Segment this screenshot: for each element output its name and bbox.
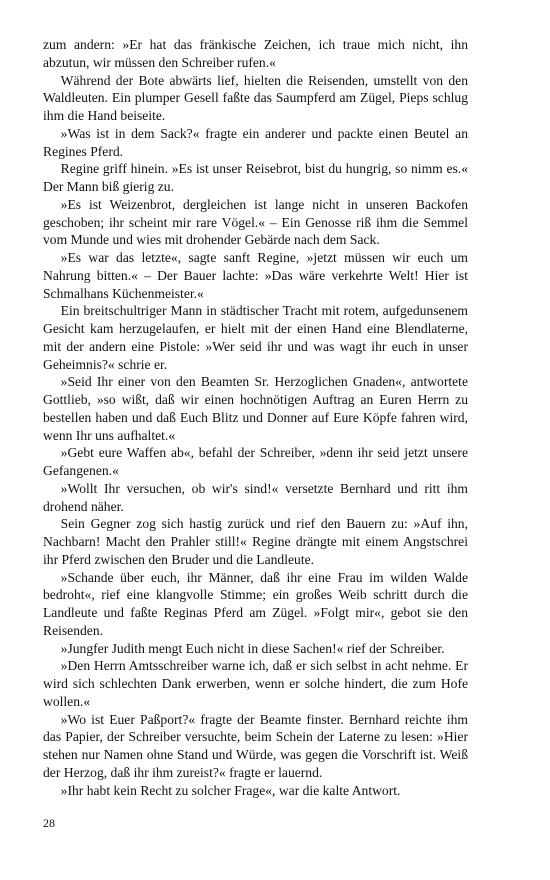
page-number: 28 bbox=[43, 816, 55, 830]
paragraph: »Schande über euch, ihr Männer, daß ihr eine Frau im wilden Walde bedroht«, rief eine klangvolle Stimme; ein großes Weib schritt durch die Landleute und faßte Reginas Pferd am Zügel. »Folgt mir«, gebot sie den Reisenden. bbox=[43, 569, 468, 638]
paragraph: »Gebt eure Waffen ab«, befahl der Schreiber, »denn ihr seid jetzt unsere Gefangenen.« bbox=[43, 445, 468, 478]
paragraph: Ein breitschultriger Mann in städtischer Tracht mit rotem, aufgedunsenem Gesicht kam herzugelaufen, er hielt mit der einen Hand eine Blendlaterne, mit der andern eine Pistole: »Wer seid ihr und was wagt ihr euch in unser Geheimnis?« schrie er. bbox=[43, 303, 468, 372]
page-body-text bbox=[43, 36, 468, 799]
paragraph: »Seid Ihr einer von den Beamten Sr. Herzoglichen Gnaden«, antwortete Gottlieb, »so wißt, daß wir einen hochnötigen Auftrag an Euren Herrn zu bestellen haben und daß Euch Blitz und Donner auf Eure Köpfe fahren wird, wenn Ihr uns aufhaltet.« bbox=[43, 374, 468, 443]
paragraph: »Ihr habt kein Recht zu solcher Frage«, war die kalte Antwort. bbox=[60, 782, 401, 798]
paragraph: »Den Herrn Amtsschreiber warne ich, daß er sich selbst in acht nehme. Er wird sich schlechten Dank erwerben, wenn er solche hindert, die zum Hofe wollen.« bbox=[43, 658, 468, 709]
paragraph: »Es war das letzte«, sagte sanft Regine, »jetzt müssen wir euch um Nahrung bitten.« – Der Bauer lachte: »Das wäre verkehrte Welt! Hier ist Schmalhans Küchenmeister.« bbox=[43, 250, 468, 301]
paragraph: »Es ist Weizenbrot, dergleichen ist lange nicht in unseren Backofen geschoben; ihr scheint mir rare Vögel.« – Ein Genosse riß ihm die Semmel vom Munde und wies mit drohender Gebärde nach dem Sack. bbox=[43, 196, 468, 248]
paragraph: »Was ist in dem Sack?« fragte ein anderer und packte einen Beutel an Regines Pferd. bbox=[43, 125, 468, 159]
paragraph: »Wollt Ihr versuchen, ob wir's sind!« versetzte Bernhard und ritt ihm drohend näher. bbox=[43, 480, 468, 514]
paragraph: »Wo ist Euer Paßport?« fragte der Beamte finster. Bernhard reichte ihm das Papier, der Schreiber versuchte, beim Schein der Laterne zu lesen: »Hier stehen nur Namen ohne Stand und Würde, was gegen die Vorschrift ist. Weiß der Herzog, daß ihr ihm zureist?« fragte er lauernd. bbox=[43, 711, 468, 780]
paragraph: Regine griff hinein. »Es ist unser Reisebrot, bist du hungrig, so nimm es.« Der Mann biß gierig zu. bbox=[43, 161, 468, 194]
paragraph: zum andern: »Er hat das fränkische Zeichen, ich traue mich nicht, ihn abzutun, wir müssen den Schreiber rufen.« bbox=[43, 37, 468, 70]
paragraph: Während der Bote abwärts lief, hielten die Reisenden, umstellt von den Waldleuten. Ein plumper Gesell faßte das Saumpferd am Zügel, Pieps schlug ihm die Hand beiseite. bbox=[43, 72, 468, 123]
paragraph: »Jungfer Judith mengt Euch nicht in diese Sachen!« rief der Schreiber. bbox=[60, 640, 445, 656]
paragraph: Sein Gegner zog sich hastig zurück und rief den Bauern zu: »Auf ihn, Nachbarn! Macht den Prahler still!« Regine drängte mit einem Angstschrei ihr Pferd zwischen den Bruder und die Landleute. bbox=[43, 516, 468, 567]
